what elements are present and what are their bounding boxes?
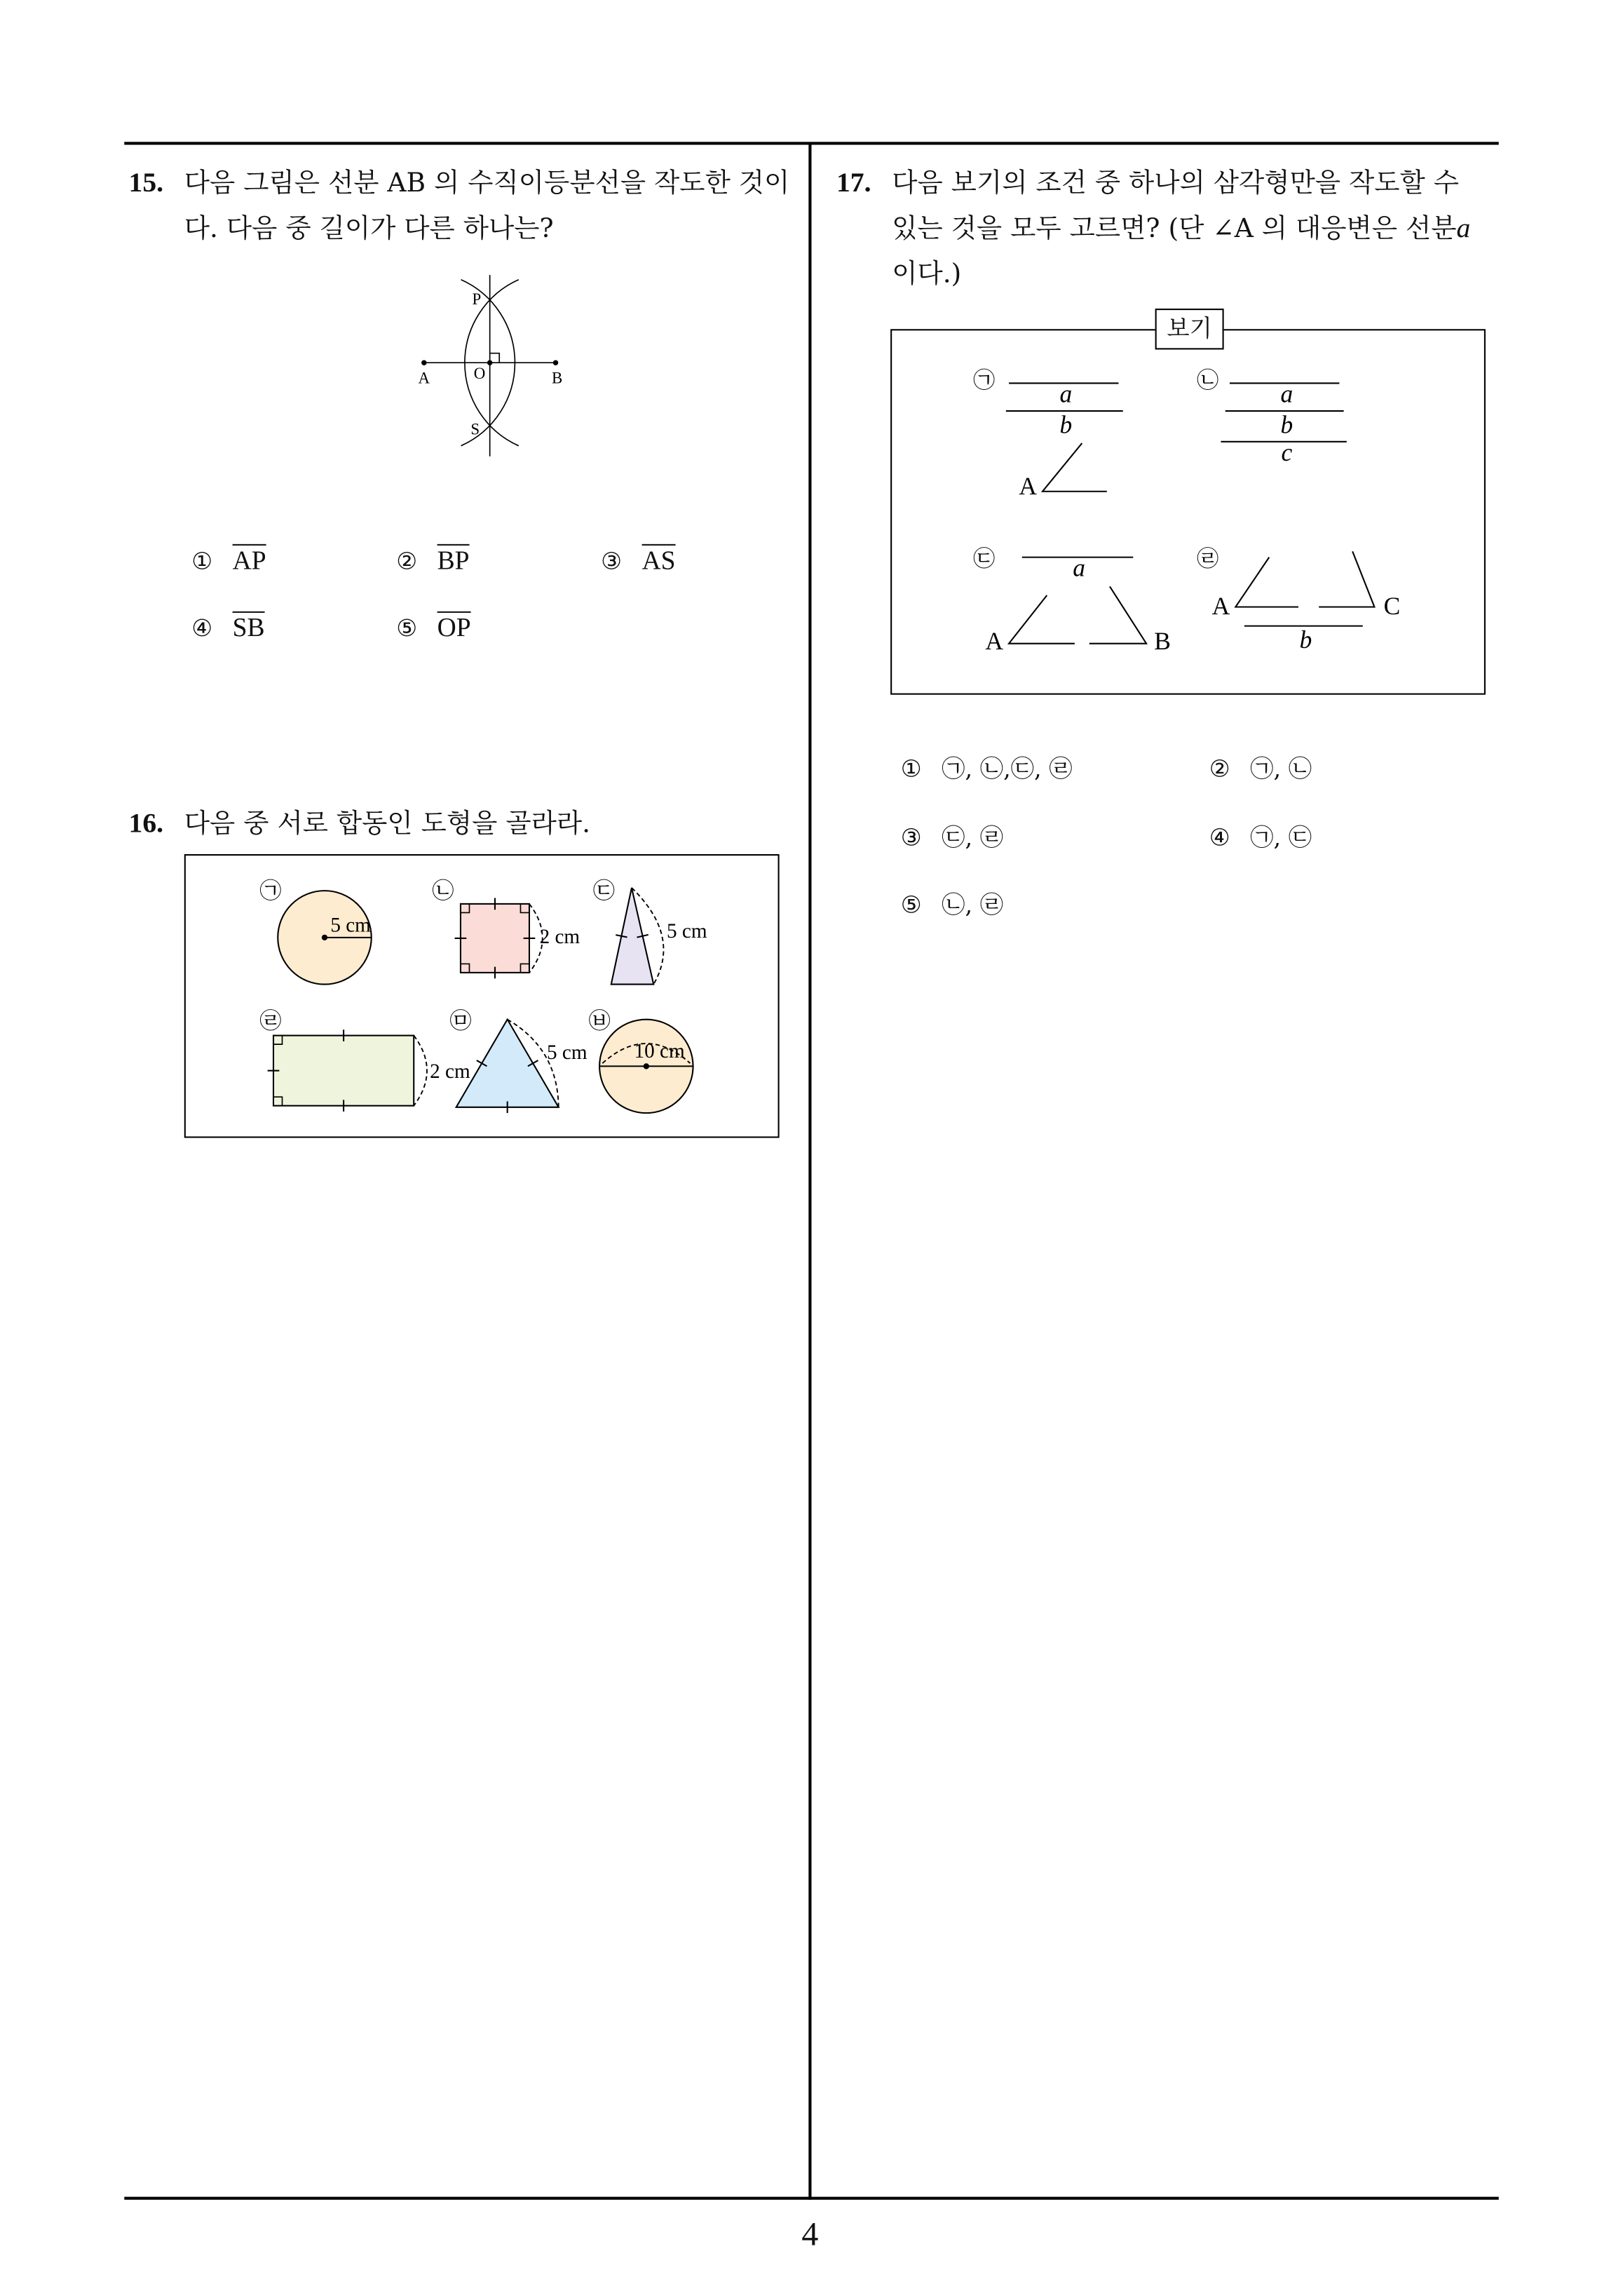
choice-marker: ①	[191, 547, 213, 575]
figure-giyeok	[259, 879, 372, 985]
angle-label: C	[1383, 591, 1401, 620]
q17-choice-3	[901, 822, 1003, 854]
segment-label: a	[1059, 379, 1073, 408]
center-point	[322, 935, 327, 940]
question-15-text-line-2: 다. 다음 중 길이가 다른 하나는?	[184, 213, 554, 245]
figure-marker: ㉣	[259, 1008, 282, 1034]
point-o-label: O	[473, 365, 486, 383]
question-16-number: 16.	[128, 809, 164, 840]
question-15-text-line-1: 다음 그림은 선분 AB 의 수직이등분선을 작도한 것이	[184, 168, 790, 199]
q15-choice-2	[396, 544, 469, 578]
figure-marker: ㉡	[432, 878, 454, 904]
condition-marker: ㉠	[972, 367, 996, 393]
condition-digeut	[973, 546, 1171, 655]
condition-marker: ㉡	[1197, 367, 1219, 393]
segment-label: a	[1073, 553, 1086, 582]
choice-marker: ⑤	[396, 614, 418, 642]
segment-label: b	[1059, 410, 1073, 439]
column-divider	[809, 143, 811, 2199]
condition-giyeok	[973, 368, 1123, 500]
congruence-figures	[184, 854, 780, 1138]
q17-choice-1	[901, 753, 1073, 785]
variable-a: a	[1456, 213, 1471, 245]
choice-segment: $\overline{OP}$	[437, 612, 471, 642]
condition-rieul	[1197, 546, 1400, 654]
point-b-label: B	[551, 369, 563, 387]
choice-value: ㉢, ㉣	[942, 823, 1004, 851]
choice-marker: ③	[601, 547, 623, 575]
angle-arms	[1043, 443, 1107, 492]
length-label: 2 cm	[430, 1060, 470, 1083]
condition-nieun	[1197, 368, 1347, 466]
choice-segment: $\overline{BP}$	[437, 545, 470, 575]
angle-arms	[1319, 551, 1374, 607]
question-17-number: 17.	[836, 168, 871, 199]
question-17-text-line-3: 이다.)	[892, 259, 962, 290]
condition-marker: ㉢	[972, 546, 996, 572]
figure-digeut	[593, 879, 707, 985]
length-label: 5 cm	[547, 1041, 588, 1064]
choice-segment: $\overline{AS}$	[641, 545, 676, 575]
choice-marker: ④	[191, 614, 213, 642]
figure-marker: ㉠	[259, 878, 282, 904]
point-o-dot	[487, 360, 493, 365]
perpendicular-bisector-figure	[395, 263, 585, 468]
condition-marker: ㉣	[1197, 546, 1219, 572]
choice-segment: $\overline{SB}$	[232, 612, 265, 642]
angle-label: A	[1211, 591, 1230, 620]
length-arc	[414, 1036, 427, 1106]
question-17-text-line-2	[892, 212, 1470, 247]
q15-choice-3	[601, 544, 675, 578]
center-point	[644, 1063, 649, 1069]
angle-arms	[1235, 558, 1298, 607]
q15-choice-4	[191, 612, 264, 645]
point-a-label: A	[418, 369, 430, 387]
figure-rieul	[259, 1008, 470, 1112]
choice-marker: ⑤	[900, 891, 922, 919]
question-16-text: 다음 중 서로 합동인 도형을 골라라.	[184, 809, 591, 840]
question-17-text-line-1: 다음 보기의 조건 중 하나의 삼각형만을 작도할 수	[892, 168, 1460, 199]
point-s-label: S	[470, 420, 480, 438]
length-label: 2 cm	[539, 926, 580, 949]
question-15-number: 15.	[128, 168, 164, 199]
angle-label: A	[1019, 471, 1037, 500]
angle-label: A	[985, 627, 1003, 656]
figure-bieup	[588, 1008, 693, 1113]
choice-marker: ①	[900, 755, 922, 783]
figure-marker: ㉥	[588, 1008, 611, 1034]
choice-value: ㉡, ㉣	[942, 891, 1004, 919]
page-number: 4	[801, 2215, 819, 2253]
choice-segment: $\overline{AP}$	[232, 545, 266, 575]
segment-label: a	[1280, 379, 1293, 408]
choice-marker: ②	[396, 547, 418, 575]
choice-marker: ②	[1209, 755, 1230, 783]
choice-marker: ④	[1209, 823, 1230, 851]
segment-label: c	[1281, 438, 1293, 466]
q17-choice-5	[901, 889, 1003, 921]
choice-marker: ③	[900, 823, 922, 851]
figure-marker: ㉤	[449, 1008, 472, 1034]
top-rule	[124, 142, 1498, 144]
point-p-label: P	[472, 290, 482, 308]
bogi-title: 보기	[1155, 309, 1224, 349]
point-b-dot	[553, 360, 559, 365]
length-label: 10 cm	[634, 1039, 685, 1062]
q17-choice-2	[1209, 753, 1312, 785]
figure-marker: ㉢	[592, 878, 615, 904]
choice-value: ㉠, ㉡	[1250, 755, 1312, 783]
square-shape	[461, 904, 529, 973]
length-label: 5 cm	[667, 919, 707, 943]
q15-choice-5	[396, 612, 470, 645]
bogi-conditions	[890, 329, 1486, 694]
segment-label: b	[1299, 625, 1312, 654]
angle-label: B	[1154, 627, 1171, 656]
figure-nieun	[432, 879, 580, 979]
choice-value: ㉠, ㉡,㉢, ㉣	[942, 755, 1073, 783]
choice-value: ㉠, ㉢	[1250, 823, 1312, 851]
rectangle-shape	[273, 1036, 414, 1106]
q15-choice-1	[191, 544, 266, 578]
figure-mieum	[449, 1008, 588, 1113]
bottom-rule	[124, 2197, 1498, 2200]
triangle-shape	[611, 888, 653, 985]
angle-arms	[1089, 586, 1146, 643]
segment-label: b	[1280, 410, 1293, 439]
question-text: 있는 것을 모두 고르면? (단 ∠A 의 대응변은 선분	[892, 213, 1457, 245]
q17-choice-4	[1209, 822, 1312, 854]
length-label: 5 cm	[330, 914, 371, 937]
angle-arms	[1009, 595, 1075, 644]
point-a-dot	[421, 360, 427, 365]
